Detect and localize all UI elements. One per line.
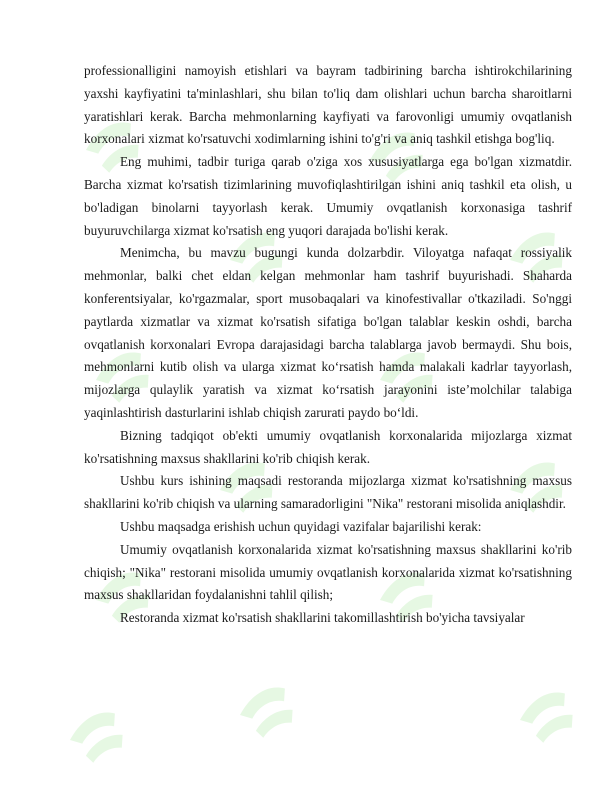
body-text — [84, 60, 572, 630]
paragraph-continuation: professionalligini namoyish etishlari va bayram tadbirining barcha ishtirokchilarining yaxshi kayfiyatini ta'minlashlari, shu bilan to'liq dam olishlari uchun barcha sharoitlarni yaratishlari kerak. Barcha mehmonlarning kayfiyati va farovonligi umumiy ovqatlanish korxonalari xizmat ko'rsatuvchi xodimlarning ishini to'g'ri va aniq tashkil etishga bog'liq. — [84, 63, 572, 147]
paragraph-tasks-intro: Ushbu maqsadga erishish uchun quyidagi vazifalar bajarilishi kerak: — [120, 518, 482, 534]
paragraph-topic-relevance: Menimcha, bu mavzu bugungi kunda dolzarbdir. Viloyatga nafaqat rossiyalik mehmonlar, balki chet eldan kelgan mehmonlar ham tashrif buyurishadi. Shaharda konferentsiyalar, ko'rgazmalar, sport musobaqalari va kinofestivallar o'tkaziladi. So'nggi paytlarda xizmatlar va xizmat ko'rsatish sifatiga bo'lgan talablar keskin oshdi, barcha ovqatlanish korxonalari Evropa darajasidagi barcha talablarga javob bermaydi. Shu bois, mehmonlarni kutib olish va ularga xizmat ko‘rsatish hamda malakali kadrlar tayyorlash, mijozlarga qulaylik yaratish va xizmat ko‘rsatish jarayonini iste’molchilar talabiga yaqinlashtirish dasturlarini ishlab chiqish zarurati paydo bo‘ldi. — [84, 245, 572, 420]
paragraph-research-object: Bizning tadqiqot ob'ekti umumiy ovqatlanish korxonalarida mijozlarga xizmat ko'rsatishning maxsus shakllarini ko'rib chiqish kerak. — [84, 427, 572, 466]
paragraph-service-features: Eng muhimi, tadbir turiga qarab o'ziga xos xususiyatlarga ega bo'lgan xizmatdir. Barcha xizmat ko'rsatish tizimlarining muvofiqlashtirilgan ishini aniq tashkil eta olish, u bo'ladigan binolarni tayyorlash kerak. Umumiy ovqatlanish korxonasiga tashrif buyuruvchilarga xizmat ko'rsatish eng yuqori darajada bo'lishi kerak. — [84, 154, 572, 238]
paragraph-task-two: Restoranda xizmat ko'rsatish shakllarini takomillashtirish bo'yicha tavsiyalar — [120, 610, 525, 626]
paragraph-task-one: Umumiy ovqatlanish korxonalarida xizmat ko'rsatishning maxsus shakllarini ko'rib chiqish; "Nika" restorani misolida umumiy ovqatlanish korxonalarida xizmat ko'rsatishning maxsus shakllaridan foydalanishni tahlil qilish; — [84, 541, 572, 603]
paragraph-coursework-goal: Ushbu kurs ishining maqsadi restoranda mijozlarga xizmat ko'rsatishning maxsus shakllarini ko'rib chiqish va ularning samaradorligini "Nika" restorani misolida aniqlashdir. — [84, 473, 572, 512]
